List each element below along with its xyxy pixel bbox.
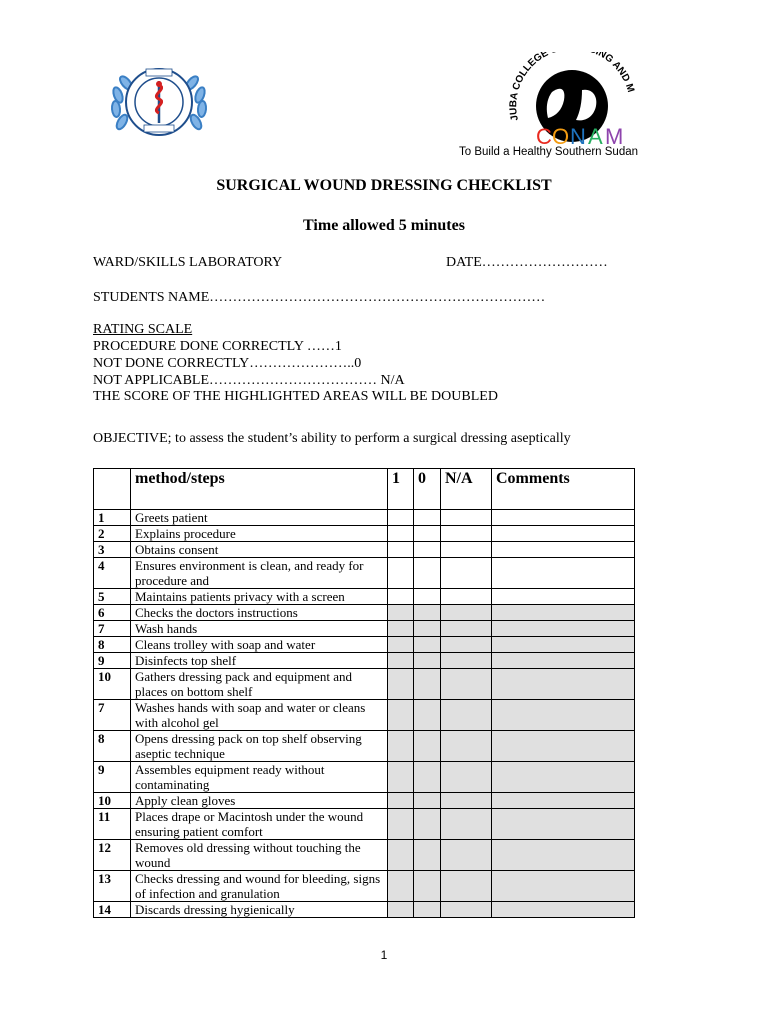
score-na-cell[interactable] — [441, 669, 492, 700]
score-zero-cell[interactable] — [414, 762, 441, 793]
score-na-cell[interactable] — [441, 510, 492, 526]
table-row — [94, 605, 635, 621]
table-row — [94, 637, 635, 653]
score-na-cell[interactable] — [441, 840, 492, 871]
step-number: 13 — [94, 871, 131, 902]
step-number: 7 — [94, 700, 131, 731]
rating-line-done: PROCEDURE DONE CORRECTLY ……1 — [93, 339, 342, 354]
score-one-cell[interactable] — [388, 542, 414, 558]
step-text: Cleans trolley with soap and water — [131, 637, 388, 653]
table-row — [94, 700, 635, 731]
step-text: Washes hands with soap and water or cleans with alcohol gel — [131, 700, 388, 731]
table-row — [94, 526, 635, 542]
table-row — [94, 902, 635, 918]
comments-cell[interactable] — [492, 902, 635, 918]
ward-label: WARD/SKILLS LABORATORY — [93, 255, 283, 270]
step-text: Gathers dressing pack and equipment and places on bottom shelf — [131, 669, 388, 700]
score-zero-cell[interactable] — [414, 526, 441, 542]
score-na-cell[interactable] — [441, 793, 492, 809]
score-one-cell[interactable] — [388, 589, 414, 605]
score-one-cell[interactable] — [388, 558, 414, 589]
page-number: 1 — [380, 948, 388, 962]
score-zero-cell[interactable] — [414, 637, 441, 653]
time-allowed: Time allowed 5 minutes — [303, 217, 465, 234]
score-zero-cell[interactable] — [414, 589, 441, 605]
score-zero-cell[interactable] — [414, 731, 441, 762]
header-one: 1 — [388, 469, 414, 510]
comments-cell[interactable] — [492, 653, 635, 669]
comments-cell[interactable] — [492, 700, 635, 731]
svg-text:M: M — [605, 124, 624, 148]
svg-text:A: A — [588, 124, 603, 148]
score-one-cell[interactable] — [388, 700, 414, 731]
score-zero-cell[interactable] — [414, 621, 441, 637]
step-text: Apply clean gloves — [131, 793, 388, 809]
score-na-cell[interactable] — [441, 653, 492, 669]
step-text: Disinfects top shelf — [131, 653, 388, 669]
table-row — [94, 762, 635, 793]
step-text: Opens dressing pack on top shelf observing aseptic technique — [131, 731, 388, 762]
header-steps: method/steps — [131, 469, 388, 510]
rating-line-na: NOT APPLICABLE……………………………… N/A — [93, 373, 405, 388]
step-text: Greets patient — [131, 510, 388, 526]
date-field: DATE……………………… — [446, 255, 608, 270]
comments-cell[interactable] — [492, 637, 635, 653]
step-number: 4 — [94, 558, 131, 589]
score-na-cell[interactable] — [441, 526, 492, 542]
score-na-cell[interactable] — [441, 589, 492, 605]
objective-text: OBJECTIVE; to assess the student’s ability to perform a surgical dressing aseptically — [93, 431, 571, 446]
score-one-cell[interactable] — [388, 669, 414, 700]
step-number: 12 — [94, 840, 131, 871]
step-text: Removes old dressing without touching the wound — [131, 840, 388, 871]
table-row — [94, 871, 635, 902]
score-one-cell[interactable] — [388, 731, 414, 762]
step-number: 1 — [94, 510, 131, 526]
score-na-cell[interactable] — [441, 731, 492, 762]
step-number: 2 — [94, 526, 131, 542]
comments-cell[interactable] — [492, 589, 635, 605]
table-row — [94, 809, 635, 840]
score-zero-cell[interactable] — [414, 871, 441, 902]
rating-line-not-done: NOT DONE CORRECTLY…………………..0 — [93, 356, 362, 371]
comments-cell[interactable] — [492, 526, 635, 542]
score-na-cell[interactable] — [441, 700, 492, 731]
college-logo-icon — [500, 52, 650, 148]
svg-text:N: N — [570, 124, 586, 148]
table-row — [94, 621, 635, 637]
score-one-cell[interactable] — [388, 605, 414, 621]
comments-cell[interactable] — [492, 840, 635, 871]
step-number: 14 — [94, 902, 131, 918]
score-na-cell[interactable] — [441, 871, 492, 902]
score-na-cell[interactable] — [441, 605, 492, 621]
score-zero-cell[interactable] — [414, 809, 441, 840]
comments-cell[interactable] — [492, 621, 635, 637]
student-name-field: STUDENTS NAME……………………………………………………………… — [93, 290, 546, 305]
score-one-cell[interactable] — [388, 653, 414, 669]
score-zero-cell[interactable] — [414, 510, 441, 526]
comments-cell[interactable] — [492, 809, 635, 840]
rating-scale-heading: RATING SCALE — [93, 322, 193, 337]
score-one-cell[interactable] — [388, 762, 414, 793]
comments-cell[interactable] — [492, 605, 635, 621]
checklist-table — [93, 468, 635, 918]
score-zero-cell[interactable] — [414, 793, 441, 809]
ministry-of-health-emblem-icon — [108, 65, 210, 139]
svg-text:JUBA COLLEGE OF NURSING AND MI: JUBA COLLEGE ING AND M — [508, 52, 637, 122]
page-title: SURGICAL WOUND DRESSING CHECKLIST — [216, 177, 552, 194]
svg-text:C: C — [536, 124, 552, 148]
step-text: Checks the doctors instructions — [131, 605, 388, 621]
comments-cell[interactable] — [492, 510, 635, 526]
comments-cell[interactable] — [492, 762, 635, 793]
step-number: 9 — [94, 653, 131, 669]
table-row — [94, 558, 635, 589]
comments-cell[interactable] — [492, 542, 635, 558]
score-one-cell[interactable] — [388, 793, 414, 809]
comments-cell[interactable] — [492, 731, 635, 762]
table-row — [94, 542, 635, 558]
table-header-row — [94, 469, 635, 510]
score-one-cell[interactable] — [388, 526, 414, 542]
score-zero-cell[interactable] — [414, 558, 441, 589]
step-text: Checks dressing and wound for bleeding, signs of infection and granulation — [131, 871, 388, 902]
score-na-cell[interactable] — [441, 621, 492, 637]
score-zero-cell[interactable] — [414, 669, 441, 700]
score-one-cell[interactable] — [388, 902, 414, 918]
table-row — [94, 589, 635, 605]
score-na-cell[interactable] — [441, 902, 492, 918]
header-num — [94, 469, 131, 510]
score-zero-cell[interactable] — [414, 700, 441, 731]
step-number: 11 — [94, 809, 131, 840]
score-na-cell[interactable] — [441, 762, 492, 793]
comments-cell[interactable] — [492, 793, 635, 809]
header-na: N/A — [441, 469, 492, 510]
step-text: Explains procedure — [131, 526, 388, 542]
score-one-cell[interactable] — [388, 871, 414, 902]
step-number: 7 — [94, 621, 131, 637]
score-one-cell[interactable] — [388, 637, 414, 653]
college-tagline: To Build a Healthy Southern Sudan — [459, 146, 639, 158]
score-one-cell[interactable] — [388, 510, 414, 526]
step-text: Assembles equipment ready without contaminating — [131, 762, 388, 793]
step-text: Obtains consent — [131, 542, 388, 558]
table-row — [94, 669, 635, 700]
score-na-cell[interactable] — [441, 637, 492, 653]
step-text: Discards dressing hygienically — [131, 902, 388, 918]
step-text: Wash hands — [131, 621, 388, 637]
step-number: 8 — [94, 731, 131, 762]
comments-cell[interactable] — [492, 558, 635, 589]
table-row — [94, 793, 635, 809]
score-zero-cell[interactable] — [414, 840, 441, 871]
score-zero-cell[interactable] — [414, 653, 441, 669]
score-one-cell[interactable] — [388, 840, 414, 871]
step-number: 10 — [94, 793, 131, 809]
svg-text:O: O — [552, 124, 570, 148]
score-one-cell[interactable] — [388, 809, 414, 840]
score-na-cell[interactable] — [441, 558, 492, 589]
table-row — [94, 510, 635, 526]
step-number: 6 — [94, 605, 131, 621]
step-number: 3 — [94, 542, 131, 558]
table-row — [94, 840, 635, 871]
score-zero-cell[interactable] — [414, 902, 441, 918]
step-text: Ensures environment is clean, and ready for procedure and — [131, 558, 388, 589]
step-number: 10 — [94, 669, 131, 700]
rating-line-doubled: THE SCORE OF THE HIGHLIGHTED AREAS WILL BE DOUBLED — [93, 389, 498, 404]
header-zero: 0 — [414, 469, 441, 510]
step-text: Maintains patients privacy with a screen — [131, 589, 388, 605]
header-comments: Comments — [492, 469, 635, 510]
step-number: 8 — [94, 637, 131, 653]
table-row — [94, 653, 635, 669]
score-na-cell[interactable] — [441, 809, 492, 840]
score-zero-cell[interactable] — [414, 605, 441, 621]
comments-cell[interactable] — [492, 871, 635, 902]
score-zero-cell[interactable] — [414, 542, 441, 558]
score-one-cell[interactable] — [388, 621, 414, 637]
step-text: Places drape or Macintosh under the wound ensuring patient comfort — [131, 809, 388, 840]
table-row — [94, 731, 635, 762]
score-na-cell[interactable] — [441, 542, 492, 558]
step-number: 5 — [94, 589, 131, 605]
step-number: 9 — [94, 762, 131, 793]
comments-cell[interactable] — [492, 669, 635, 700]
